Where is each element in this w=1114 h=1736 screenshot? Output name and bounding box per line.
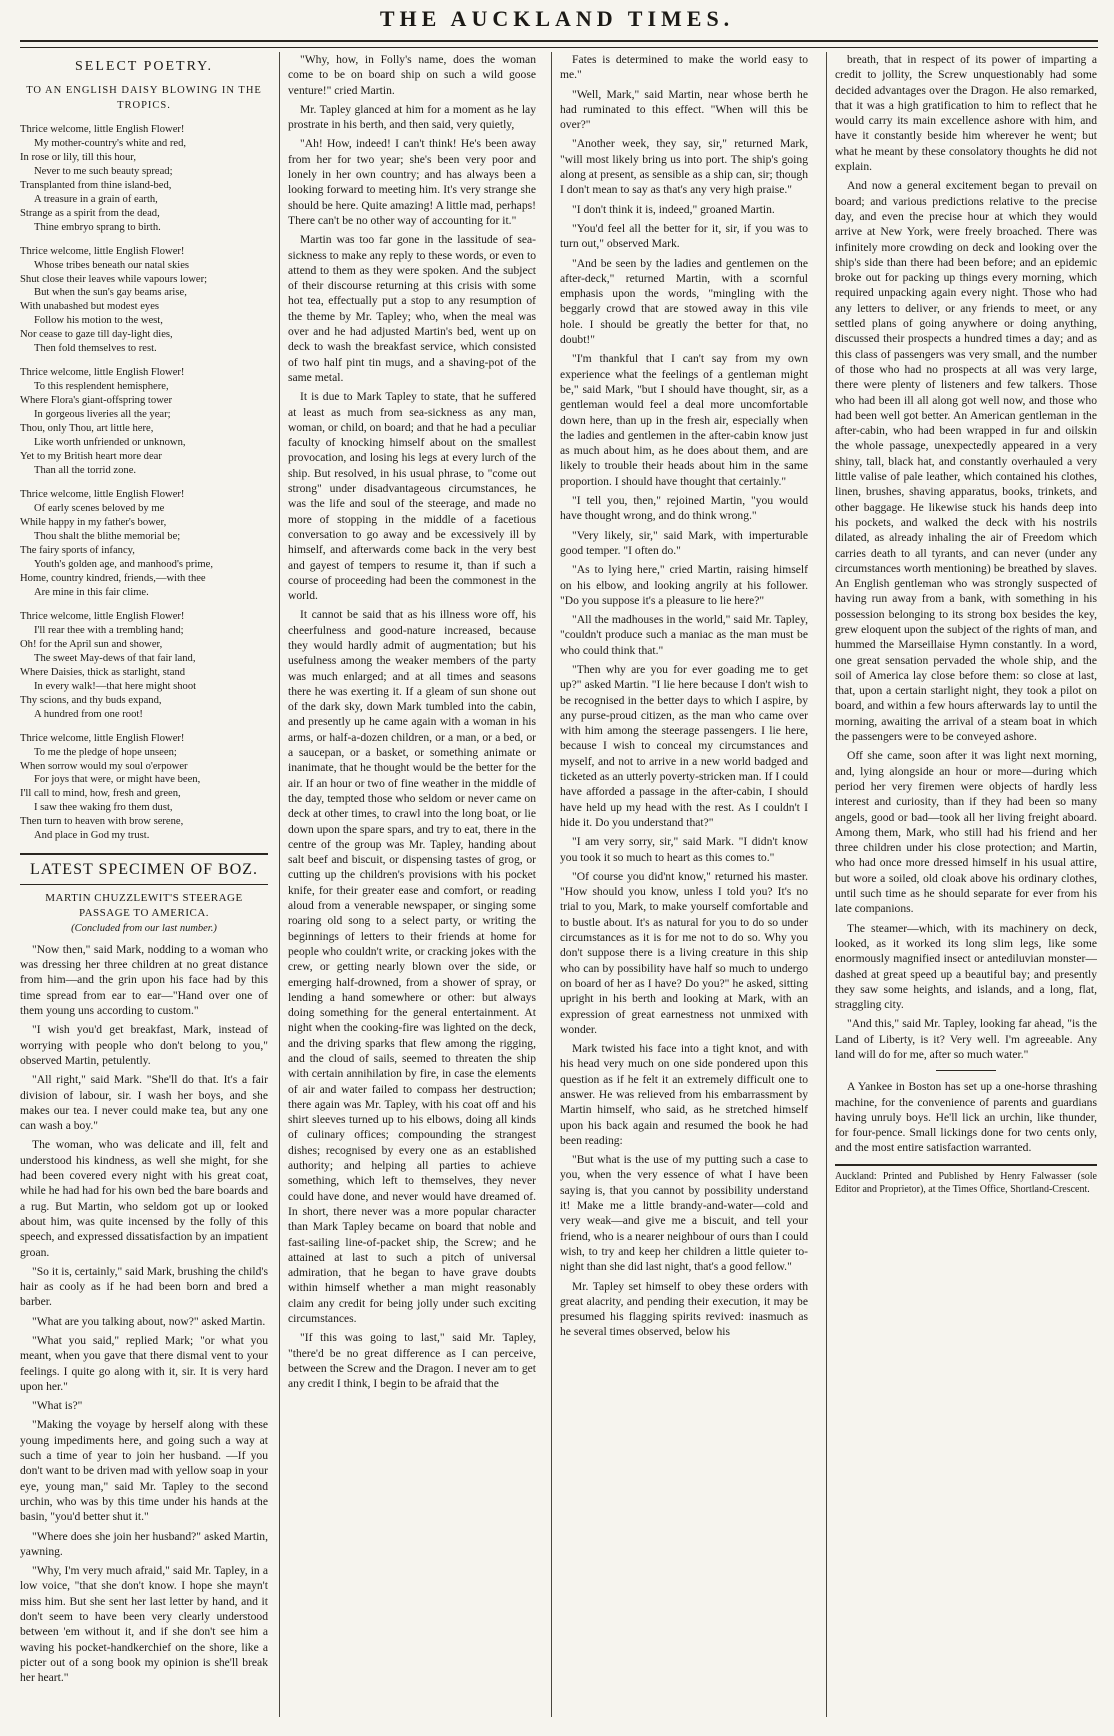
poem-stanza	[20, 245, 268, 357]
poem-line: In gorgeous liveries all the year;	[34, 409, 171, 421]
poem-line: In rose or lily, till this hour,	[20, 151, 136, 163]
poem-line: And place in God my trust.	[34, 830, 150, 842]
poem-stanza	[20, 123, 268, 235]
story-paragraph: "I am very sorry, sir," said Mark. "I didn't know you took it so much to heart as this comes to."	[560, 835, 808, 864]
story-paragraph: "But what is the use of my putting such a case to you, when the very essence of what I have been saying is, that you cannot by possibility understand it! Make me a little brandy-and-water—cold and very weak—and give me a biscuit, and tell your friend, who is a nearer neighbour of ours than I could wish, to try and keep her children a little quieter to-night than she did last night, that's a good fellow."	[560, 1153, 808, 1274]
story-paragraph: Mark twisted his face into a tight knot, and with his head very much on one side pondered upon this question as if he felt it an extremely difficult one to answer. He was relieved from his embarrassment by Martin himself, who said, as he stretched himself upon his back again and resumed the book he had been reading:	[560, 1042, 808, 1147]
story-note: (Concluded from our last number.)	[71, 923, 217, 935]
poem-line: Thou shalt the blithe memorial be;	[34, 530, 181, 542]
poem-line: But when the sun's gay beams arise,	[34, 287, 187, 299]
poem-line: Youth's golden age, and manhood's prime,	[34, 558, 213, 570]
story-paragraph: "Where does she join her husband?" asked Martin, yawning.	[20, 1529, 268, 1558]
poem-line: Thine embryo sprang to birth.	[34, 221, 161, 233]
poem-line: Follow his motion to the west,	[34, 315, 163, 327]
story-paragraph: "What is?"	[32, 1399, 83, 1413]
story-text-col1	[20, 942, 268, 1686]
story-paragraph: "Why, how, in Folly's name, does the woman come to be on board ship on such a wild goose venture!" cried Martin.	[288, 53, 536, 97]
story-paragraph: The steamer—which, with its machinery on deck, looked, as it worked its long slim legs, like some enormously magnified insect or antediluvian monster—dashed at great speed up a beautiful bay; and presently they saw some heights, and islands, and a long, flat, straggling city.	[835, 921, 1097, 1012]
poem-stanza	[20, 366, 268, 478]
poem-line: Where Daisies, thick as starlight, stand	[20, 666, 186, 678]
story-paragraph: "All right," said Mark. "She'll do that. It's a fair division of labour, sir. I wash her boys, and she makes our tea. I never could make tea, but any one can wash a boy."	[20, 1073, 268, 1133]
column-4	[835, 52, 1097, 1717]
story-paragraph: "Now then," said Mark, nodding to a woman who was dressing her three children at no great distance from him—and the grin upon his face had by this time spread from ear to ear—"Hand over one of them young uns according to custom."	[20, 942, 268, 1018]
poem-line: The sweet May-dews of that fair land,	[34, 652, 196, 664]
poem-line: Transplanted from thine island-bed,	[20, 179, 172, 191]
poem-line: My mother-country's white and red,	[34, 137, 187, 149]
story-paragraph: "All the madhouses in the world," said Mr. Tapley, "couldn't produce such a maniac as the man must be who could think that."	[560, 613, 808, 657]
poetry-section-heading: SELECT POETRY.	[75, 59, 213, 74]
poem-line: Never to me such beauty spread;	[34, 165, 173, 177]
poem-title: TO AN ENGLISH DAISY BLOWING IN THE TROPICS.	[26, 85, 262, 111]
poem-line: Thrice welcome, little English Flower!	[20, 245, 185, 257]
poem-line: In every walk!—that here might shoot	[34, 680, 197, 692]
poem-line: With unabashed but modest eyes	[20, 301, 160, 313]
poem-line: Thrice welcome, little English Flower!	[20, 489, 185, 501]
column-divider	[279, 52, 280, 1717]
story-paragraph: And now a general excitement began to prevail on board; and various predictions relative to the precise day, and even the precise hour at which they would arrive at New York, were freely broached. There was infinitely more crowding on deck and looking over the ship's side than there had been before; and an epidemic broke out for packing up things every morning, which required unpacking again every night. Those who had any letters to deliver, or any friends to meet, or any settled plans of going anywhere or doing anything, discussed their prospects a hundred times a day; and as this class of passengers was very small, and the number of those who had no prospects at all was very large, there were plenty of listeners and few talkers. Those who had been ill all along got well now, and those who had been well got better. An American gentleman in the after-cabin, who had been wrapped in fur and oilskin the whole passage, unexpectedly appeared in a very shiny, tall, black hat, and constantly overhauled a very little valise of pale leather, which contained his clothes, linen, brushes, shaving apparatus, books, trinkets, and other baggage. He likewise stuck his hands deep into his pockets, and walked the deck with his nostrils dilated, as already inhaling the air of Freedom which carries death to all tyrants, and can never (under any circumstances worth mentioning) be breathed by slaves. An English gentleman who was strongly suspected of having run away from a bank, with something in his possession belonging to its strong box besides the key, grew eloquent upon the subject of the rights of man, and hummed the Marseillaise Hymn constantly. In a word, one great sensation pervaded the whole ship, and the soil of America lay close before them: so close at last, that, upon a certain starlight night, they took a pilot on board, and within a few hours afterwards lay to until the morning, awaiting the arrival of a steam boat in which the passengers were to be conveyed ashore.	[835, 179, 1097, 744]
poem-line: I'll call to mind, how, fresh and green,	[20, 788, 181, 800]
poem-line: Shut close their leaves while vapours lower;	[20, 273, 208, 285]
poem-line: Thou, only Thou, art little here,	[20, 423, 154, 435]
column-3	[560, 52, 808, 1717]
story-paragraph: "Another week, they say, sir," returned Mark, "will most likely bring us into port. The ship's going along at present, as sensible as a ship can, sir; though I don't mean to say as that's any very high praise."	[560, 137, 808, 197]
poem-line: Then turn to heaven with brow serene,	[20, 816, 184, 828]
story-paragraph: "I tell you, then," rejoined Martin, "you would have thought wrong, and do think wrong."	[560, 494, 808, 523]
story-paragraph: It cannot be said that as his illness wore off, his cheerfulness and good-nature increased, because they would hardly admit of augmentation; but his usefulness among the weaker members of the party was much enlarged; and at all times and seasons there he was exerting it. If a gleam of sun shone out of the dark sky, down Mark tumbled into the cabin, and presently up he came again with a woman in his arms, or half-a-dozen children, or a man, or a bed, or a saucepan, or a basket, or something animate or inanimate, that he thought would be the better for the air. If an hour or two of fine weather in the middle of the day, tempted those who seldom or never came on deck at other times, to crawl into the long boat, or lie down upon the spare spars, and try to eat, there in the centre of the group was Mr. Tapley, handing about salt beef and biscuit, or dispensing tastes of grog, or cutting up the children's provisions with his pocket knife, for their greater ease and comfort, or reading aloud from a venerable newspaper, or singing some roaring old song to a select party, or writing the beginnings of letters to their friends at home for people who couldn't write, or cracking jokes with the crew, or getting nearly blown over the side, or emerging half-drowned, from a shower of spray, or lending a hand somewhere or other: but always doing something for the general entertainment. At night when the cooking-fire was lighted on the deck, and the driving sparks that flew among the rigging, and the cloud of sails, seemed to threaten the ship with certain annihilation by fire, in case the elements of air and water failed to compass her destruction; there again was Mr. Tapley, with his coat off and his shirt sleeves turned up to his elbows, doing all kinds of culinary offices; compounding the strangest dishes; recognised by every one as an established authority; and helping all parties to achieve something, which left to themselves, they never could have done, and never would have dreamed of. In short, there never was a more popular character than Mark Tapley became on board that noble and fast-sailing line-of-packet ship, the Screw; and he attained at last to such a pitch of universal admiration, that he began to have grave doubts within himself whether a man might reasonably claim any credit for being jolly under such exciting circumstances.	[288, 608, 536, 1326]
story-paragraph: "You'd feel all the better for it, sir, if you was to turn out," observed Mark.	[560, 221, 808, 251]
story-section-heading: LATEST SPECIMEN OF BOZ.	[20, 853, 268, 885]
yankee-paragraph: A Yankee in Boston has set up a one-horse thrashing machine, for the convenience of parents and guardians having unruly boys. He'll lick an urchin, like thunder, for four-pence. Small lickings done for two cents only, and the most entire satisfaction warranted.	[835, 1080, 1097, 1155]
poem-line: Of early scenes beloved by me	[34, 503, 165, 515]
poem-line: Strange as a spirit from the dead,	[20, 207, 160, 219]
poem-line: For joys that were, or might have been,	[34, 774, 201, 786]
story-paragraph: "If this was going to last," said Mr. Tapley, "there'd be no great difference as I can perceive, between the Screw and the Dragon. I never am to get any credit I think, I begin to be afraid that the	[288, 1331, 536, 1391]
poem-line: Thrice welcome, little English Flower!	[20, 610, 185, 622]
story-paragraph: "Very likely, sir," said Mark, with imperturable good temper. "I often do."	[560, 528, 808, 557]
story-paragraph: "What you said," replied Mark; "or what you meant, when you gave that there dismal vent to your feelings. I quite go along with it, sir. It is very hard upon her."	[20, 1334, 268, 1393]
poem-line: Thrice welcome, little English Flower!	[20, 123, 185, 135]
story-paragraph: breath, that in respect of its power of imparting a credit to jollity, the Screw unquestionably had some decided advantages over the Dragon. He also remarked, that it was a high gratification to him to reflect that he would carry its main excellence ashore with him, and have it constantly beside him wherever he went; but what he meant by these consolatory thoughts he did not explain.	[835, 53, 1097, 174]
poem-line: Yet to my British heart more dear	[20, 451, 162, 463]
poem-line: Thrice welcome, little English Flower!	[20, 732, 185, 744]
poem-line: When sorrow would my soul o'erpower	[20, 760, 188, 772]
story-paragraph: "And be seen by the ladies and gentlemen on the after-deck," returned Martin, with a scornful emphasis upon the words, "mingling with the beggarly crowd that are stowed away in this vile hole. I should be greatly the better for that, no doubt!"	[560, 256, 808, 347]
story-paragraph: It is due to Mark Tapley to state, that he suffered at least as much from sea-sickness as any man, woman, or child, on board; and that he had a peculiar faculty of knocking himself about on the smallest provocation, and losing his legs at every lurch of the ship. But resolved, in his usual phrase, to "come out strong" under disadvantageous circumstances, he was the life and soul of the steerage, and made no more of stopping in the middle of a facetious conversation to go away and be excessively ill by himself, and afterwards come back in the very best and gayest of tempers to resume it, than if such a course of proceeding had been the commonest in the world.	[288, 390, 536, 603]
story-paragraph: Off she came, soon after it was light next morning, and, lying alongside an hour or more—during which period her very firemen were objects of hardly less interest and curiosity, than if they had been so many angels, good or bad—took all her living freight aboard. Among them, Mark, who still had his friend and her three children under his close protection; and Martin, who had once more dressed himself in his usual attire, but wore a soiled, old cloak above his ordinary clothes, until such time as he should separate for ever from his late companions.	[835, 749, 1097, 916]
story-paragraph: "Well, Mark," said Martin, near whose berth he had ruminated to this effect. "When will this be over?"	[560, 87, 808, 132]
poem-line: I saw thee waking fro them dust,	[34, 802, 173, 814]
story-paragraph: "So it is, certainly," said Mark, brushing the child's hair as cooly as if he had been born and bred a barber.	[20, 1264, 268, 1309]
story-paragraph: "I wish you'd get breakfast, Mark, instead of worrying with people who don't belong to you," observed Martin, petulently.	[20, 1023, 268, 1067]
imprint: Auckland: Printed and Published by Henry Falwasser (sole Editor and Proprietor), at the Times Office, Shortland-Crescent.	[835, 1164, 1097, 1196]
story-paragraph: "What are you talking about, now?" asked Martin.	[32, 1314, 266, 1328]
masthead-rule	[20, 40, 1098, 48]
poem-line: Thy scions, and thy buds expand,	[20, 694, 162, 706]
masthead: THE AUCKLAND TIMES.	[379, 6, 735, 31]
story-paragraph: "Making the voyage by herself along with these young impediments here, and going such a way at such a time of year to join her husband. —If you don't want to be driven mad with yellow soap in your eye, young man," said Mr. Tapley to the second urchin, who was by this time under his hands at the basin, "you'd better shut it."	[20, 1418, 268, 1524]
poem-line: While happy in my father's bower,	[20, 517, 167, 528]
story-text-col3	[560, 52, 808, 1340]
story-text-col2	[288, 52, 536, 1392]
story-paragraph: Mr. Tapley glanced at him for a moment as he lay prostrate in his berth, and then said, very quietly,	[288, 102, 536, 132]
poem-line: Like worth unfriended or unknown,	[34, 437, 186, 449]
story-paragraph: Martin was too far gone in the lassitude of sea-sickness to make any reply to these words, or even to attend to them as they were spoken. And the subject of their discourse returning at this crisis with some hot tea, effectually put a stop to any resumption of the theme by Mr. Tapley; who, when the meal was over and he had adjusted Martin's bed, went up on deck to wash the breakfast service, which consisted of two half pint tin mugs, and a shaving-pot of the same metal.	[288, 233, 536, 384]
story-paragraph: Mr. Tapley set himself to obey these orders with great alacrity, and pending their execution, it may be presumed his flagging spirits revived: inasmuch as he several times observed, below his	[560, 1279, 808, 1339]
story-paragraph: "Why, I'm very much afraid," said Mr. Tapley, in a low voice, "that she don't know. I hope she mayn't miss him. But she sent her last letter by hand, and it don't seem to have been very clearly understood between 'em without it, and if she don't see him a waving his pocket-handkerchief on the shore, like a picter out of a song book my opinion is she'll break her heart."	[20, 1564, 268, 1685]
poem-line: Whose tribes beneath our natal skies	[34, 259, 190, 271]
column-divider	[551, 52, 552, 1717]
story-paragraph: "As to lying here," cried Martin, raising himself on his elbow, and looking angrily at his follower. "Do you suppose it's a pleasure to lie here?"	[560, 563, 808, 607]
poem-line: Oh! for the April sun and shower,	[20, 638, 163, 650]
story-paragraph: "And this," said Mr. Tapley, looking far ahead, "is the Land of Liberty, is it? Very well. I'm agreeable. Any land will do for me, after so much water."	[835, 1017, 1097, 1061]
poem-line: A treasure in a grain of earth,	[34, 193, 158, 205]
column-2	[288, 52, 536, 1717]
column-divider	[826, 52, 827, 1717]
column-1	[20, 52, 268, 1717]
story-paragraph: "Of course you did'nt know," returned his master. "How should you know, unless I told you? It's no trial to you, Mark, to make yourself comfortable and to bustle about. It's as natural for you to do so under circumstances as it is for me not to do so. Why you don't suppose there is a living creature in this ship who can by possibility have half so much to undergo on board of her as I have? Do you?" he asked, sitting upright in his berth and looking at Mark, with an expression of great earnestness not unmixed with wonder.	[560, 869, 808, 1036]
poem-line: Thrice welcome, little English Flower!	[20, 367, 185, 379]
story-title: MARTIN CHUZZLEWIT'S STEERAGE PASSAGE TO AMERICA.	[45, 892, 243, 919]
poem-line: The fairy sports of infancy,	[20, 544, 135, 556]
story-paragraph: The woman, who was delicate and ill, felt and understood his kindness, as well she might, for she had been covered every night with his great coat, while he had had for his own bed the bare boards and a rug. But Martin, who seldom got up or looked about him, was quite incensed by the folly of this speech, and expressed dissatisfaction by an impatient groan.	[20, 1138, 268, 1259]
poem-line: Than all the torrid zone.	[34, 465, 137, 477]
poem-line: Nor cease to gaze till day-light dies,	[20, 329, 173, 341]
poem-line: To this resplendent hemisphere,	[34, 381, 169, 393]
poem-body	[20, 123, 268, 844]
story-paragraph: "Ah! How, indeed! I can't think! He's been away from her for two year; she's been very poor and lonely in her own country; and has always been a looking forward to meeting him. It's very strange she should be here. Quite amazing! A little mad, perhaps! There can't be no other way of accounting for it."	[288, 137, 536, 227]
poem-stanza	[20, 732, 268, 844]
poem-line: A hundred from one root!	[34, 708, 143, 720]
poem-line: Home, country kindred, friends,—with thee	[20, 572, 206, 584]
story-paragraph: "I'm thankful that I can't say from my own experience what the feelings of a gentleman might be," said Mark, "but I should have thought, sir, as a gentleman would feel a deal more uncomfortable down here, than up in the fresh air, especially when the ladies and gentlemen in the after-cabin know just as much about him, as he does about them, and are likely to trouble their heads about him in the same proportion. I should have thought that certainly."	[560, 352, 808, 488]
poem-stanza	[20, 488, 268, 600]
poem-line: Are mine in this fair clime.	[34, 586, 149, 598]
poem-line: To me the pledge of hope unseen;	[34, 746, 177, 758]
article-separator	[936, 1070, 996, 1071]
poem-stanza	[20, 610, 268, 722]
story-paragraph: Fates is determined to make the world easy to me."	[560, 53, 808, 82]
story-paragraph: "I don't think it is, indeed," groaned Martin.	[572, 202, 775, 216]
story-text-col4	[835, 52, 1097, 1062]
poem-line: Where Flora's giant-offspring tower	[20, 395, 173, 407]
story-paragraph: "Then why are you for ever goading me to get up?" asked Martin. "I lie here because I don't wish to be recognised in the better days to which I aspire, by any purse-proud citizen, as the man who came over with him among the steerage passengers. I lie here, because I wish to conceal my circumstances and myself, and not to arrive in a new world badged and ticketed as an utterly poverty-stricken man. If I could have afforded a passage in the after-cabin, I should have held up my head with the rest. As I couldn't I hide it. Do you understand that?"	[560, 662, 808, 829]
poem-line: I'll rear thee with a trembling hand;	[34, 624, 184, 636]
poem-line: Then fold themselves to rest.	[34, 343, 157, 355]
